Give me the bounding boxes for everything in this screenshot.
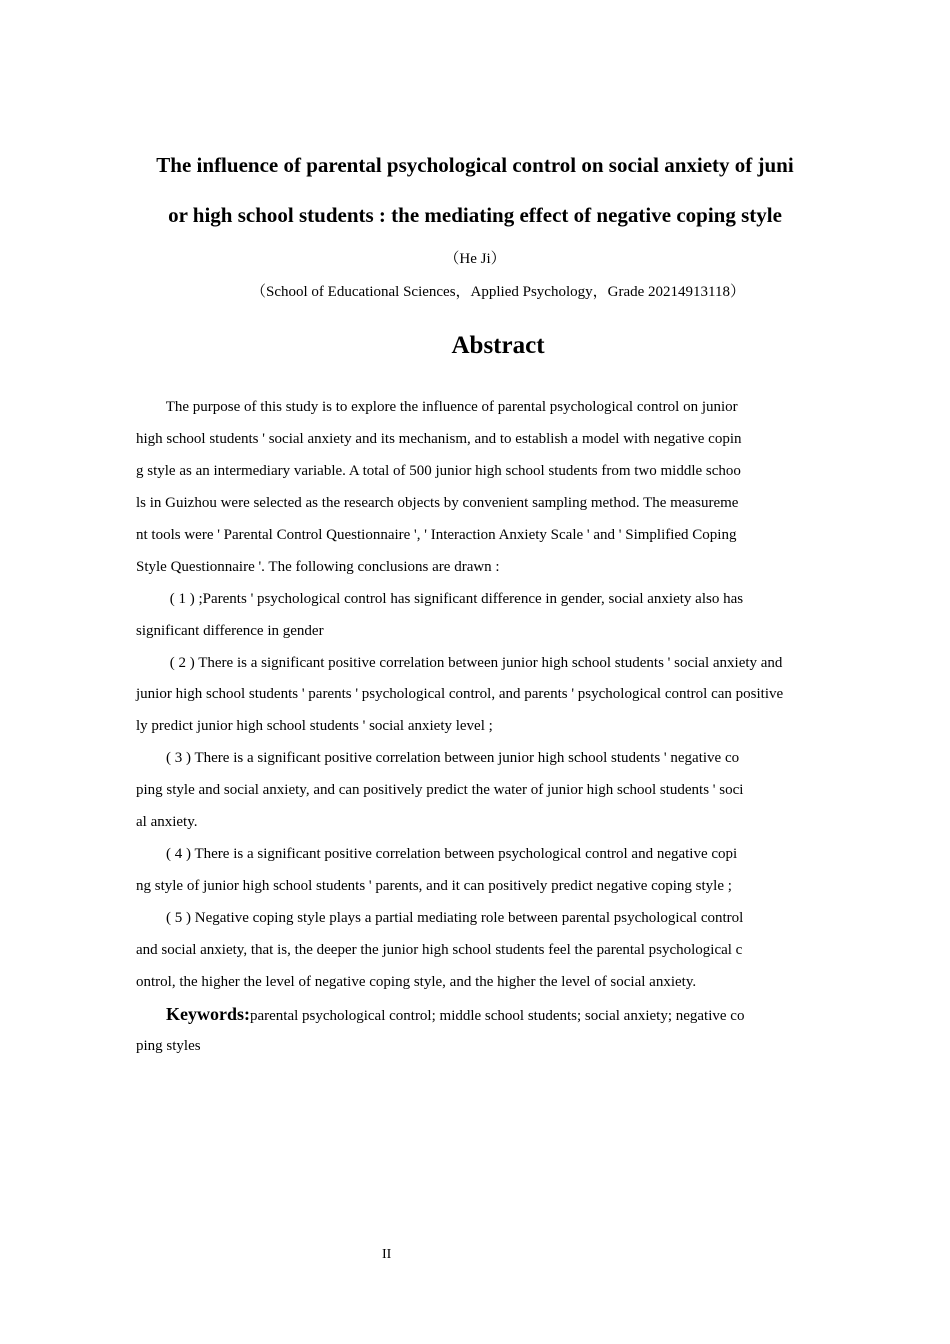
- abstract-line: ( 5 ) Negative coping style plays a partial mediating role between parental psychological control: [136, 910, 744, 926]
- keywords-label: Keywords:: [166, 1004, 250, 1024]
- title-line-2: or high school students : the mediating effect of negative coping style: [168, 203, 782, 227]
- abstract-line: ng style of junior high school students ' parents, and it can positively predict negative coping style ;: [136, 878, 732, 894]
- author-name: （He Ji）: [444, 251, 506, 267]
- abstract-line: ( 4 ) There is a significant positive correlation between psychological control and negative copi: [136, 846, 738, 862]
- abstract-line: ly predict junior high school students ' social anxiety level ;: [136, 718, 493, 734]
- page-number: II: [382, 1247, 392, 1262]
- abstract-line: high school students ' social anxiety and its mechanism, and to establish a model with negative copin: [136, 431, 742, 447]
- abstract-line: ( 3 ) There is a significant positive correlation between junior high school students ' negative co: [136, 750, 740, 766]
- keywords-line-2: ping styles: [136, 1038, 201, 1054]
- abstract-line: significant difference in gender: [136, 623, 324, 639]
- abstract-line: Style Questionnaire '. The following conclusions are drawn :: [136, 559, 500, 575]
- keywords-text: parental psychological control; middle school students; social anxiety; negative co: [250, 1008, 745, 1024]
- abstract-line: ping style and social anxiety, and can positively predict the water of junior high school students ' soci: [136, 782, 744, 798]
- abstract-line: g style as an intermediary variable. A total of 500 junior high school students from two middle schoo: [136, 463, 741, 479]
- abstract-line: junior high school students ' parents ' psychological control, and parents ' psychological control can positive: [136, 686, 784, 702]
- abstract-line: ontrol, the higher the level of negative coping style, and the higher the level of social anxiety.: [136, 974, 697, 990]
- abstract-line: nt tools were ' Parental Control Questionnaire ', ' Interaction Anxiety Scale ' and ' Simplified Coping: [136, 527, 737, 543]
- abstract-line: and social anxiety, that is, the deeper the junior high school students feel the parental psychological c: [136, 942, 743, 958]
- abstract-line: ( 2 ) There is a significant positive correlation between junior high school students ' social anxiety and: [136, 655, 783, 671]
- title-line-1: The influence of parental psychological control on social anxiety of juni: [156, 153, 794, 177]
- author-affiliation: （School of Educational Sciences，Applied Psychology，Grade 20214913118）: [251, 284, 745, 300]
- abstract-line: ls in Guizhou were selected as the research objects by convenient sampling method. The measureme: [136, 495, 739, 511]
- abstract-line: ( 1 ) ;Parents ' psychological control has significant difference in gender, social anxiety also has: [136, 591, 744, 607]
- keywords-line: [136, 1004, 744, 1026]
- abstract-heading: Abstract: [451, 332, 545, 359]
- abstract-line: The purpose of this study is to explore the influence of parental psychological control on junior: [136, 399, 738, 415]
- abstract-line: al anxiety.: [136, 814, 198, 830]
